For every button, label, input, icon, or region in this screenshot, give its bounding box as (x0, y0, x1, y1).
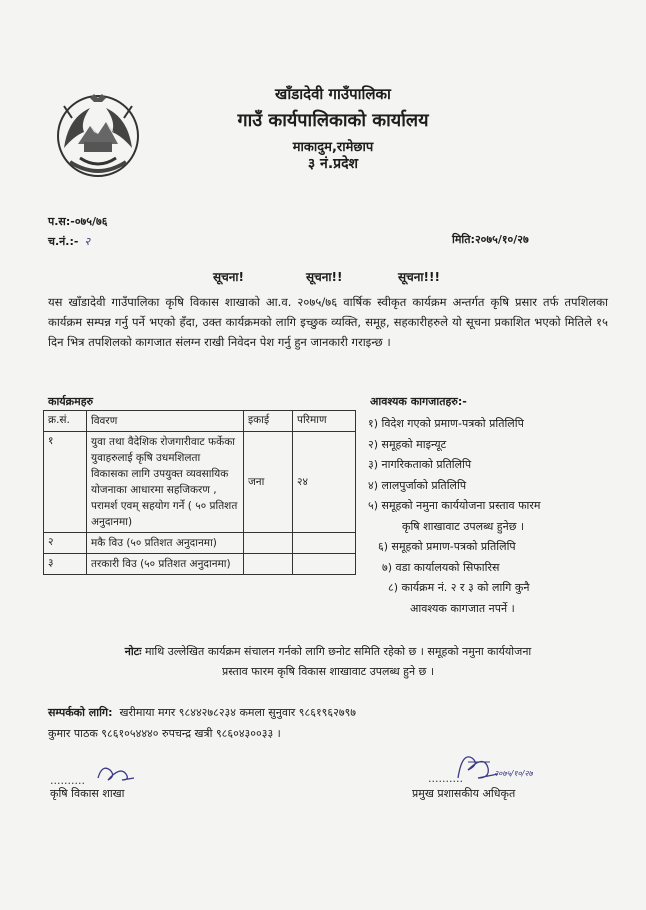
left-signature-icon (50, 756, 170, 788)
row-description: युवा तथा वैदेशिक रोजगारीवाट फर्केका युवाहरुलाई कृषि उधमशिलता विकासका लागि उपयुक्त व्यवसायिक योजनाका आधारमा सहजिकरण , परामर्श एवम् सहयोग गर्ने ( ५० प्रतिशत अनुदानमा) (87, 432, 244, 533)
chalani-number (48, 234, 90, 249)
programs-table (43, 410, 356, 575)
list-item: ७) वडा कार्यालयको सिफारिस (382, 560, 500, 574)
contact-label: सम्पर्कको लागि: (48, 706, 113, 719)
header-quantity: परिमाण (293, 411, 356, 432)
note-text-1: माथि उल्लेखित कार्यक्रम संचालन गर्नको लागि छनोट समिति रहेको छ । समूहको नमुना कार्ययोजना (144, 645, 532, 658)
row-unit: जना (244, 432, 293, 533)
notice-body: यस खाँडादेवी गाउँपालिका कृषि विकास शाखाको आ.व. २०७५/७६ वार्षिक स्वीकृत कार्यक्रम अन्तर्गत कृषि प्रसार तर्फ तपशिलका कार्यक्रम सम्पन्न गर्नु पर्ने भएको हँदा, उक्त कार्यक्रमको लागि इच्छुक व्यक्ति, समूह, सहकारीहरुले यो सूचना प्रकाशित भएको मितिले १५ दिन भित्र तपशिलको कागजात संलग्न राखी निवेदन पेश गर्नु हुन जानकारी गराइन्छ । (48, 295, 608, 349)
list-item: आवश्यक कागजात नपर्ने । (410, 601, 515, 615)
documents-list (368, 414, 608, 619)
chalani-value: २ (84, 235, 91, 248)
signature-date: २०७५/१०/२७ (494, 769, 533, 778)
row-unit (244, 533, 293, 554)
notice-heading-3: सूचना!!! (398, 270, 440, 284)
row-quantity: २४ (293, 432, 356, 533)
table-header-row (44, 411, 356, 432)
list-item: ५) समूहको नमुना कार्ययोजना प्रस्ताव फारम (368, 499, 541, 512)
table-row (44, 554, 356, 575)
documents-title: आवश्यक कागजातहरु:- (370, 395, 467, 408)
row-sn: १ (44, 432, 87, 533)
notice-heading-2: सूचना!! (306, 270, 343, 284)
list-item: ६) समूहको प्रमाण-पत्रको प्रतिलिपि (378, 540, 516, 553)
row-sn: २ (44, 533, 87, 554)
row-unit (244, 554, 293, 575)
table-row (44, 533, 356, 554)
contact-block (48, 702, 608, 744)
header-unit: इकाई (244, 411, 293, 432)
list-item: १) विदेश गएको प्रमाण-पत्रको प्रतिलिपि (368, 417, 524, 430)
svg-text:..........: .......... (428, 772, 463, 785)
header-description: विवरण (87, 411, 244, 432)
row-sn: ३ (44, 554, 87, 575)
patra-sankhya: प.स:-०७५/७६ (48, 215, 108, 228)
row-quantity (293, 554, 356, 575)
contact-line-1 (48, 702, 608, 723)
list-item: ४) लालपुर्जाको प्रतिलिपि (368, 478, 467, 492)
note-label: नोटः (124, 645, 142, 658)
programs-title: कार्यक्रमहरु (48, 395, 94, 408)
office-address: माकादुम,रामेछाप (292, 140, 374, 155)
contact-text-1: खरीमाया मगर ९८४४२७८२३४ कमला सुनुवार ९८६१९६२७९७ (119, 706, 357, 719)
header-sn: क्र.सं. (44, 411, 87, 432)
row-description: तरकारी विउ (५० प्रतिशत अनुदानमा) (87, 554, 244, 575)
table-row (44, 432, 356, 533)
municipality-name: खाँडादेवी गाउँपालिका (275, 85, 391, 103)
list-item: ८) कार्यक्रम नं. २ र ३ को लागि कुनै (388, 581, 530, 594)
chalani-label: च.नं.:- (48, 235, 79, 248)
row-description: मकै विउ (५० प्रतिशत अनुदानमा) (87, 533, 244, 554)
note-text-2: प्रस्ताव फारम कृषि विकास शाखावाट उपलब्ध हुने छ । (222, 665, 434, 678)
list-item: २) समूहको माइन्यूट (368, 437, 447, 451)
right-signature-icon (428, 748, 548, 788)
note-line-1 (48, 642, 608, 662)
office-name: गाउँ कार्यपालिकाको कार्यालय (237, 110, 429, 131)
document-date: मिति:२०७५/१०/२७ (452, 233, 529, 246)
list-item: ३) नागरिकताको प्रतिलिपि (368, 458, 472, 471)
row-quantity (293, 533, 356, 554)
contact-text-2: कुमार पाठक ९८६१०५४४४० रुपचन्द्र खत्री ९८६०४३००३३ । (48, 727, 281, 740)
list-item: कृषि शाखावाट उपलब्ध हुनेछ । (402, 519, 525, 533)
left-signatory: कृषि विकास शाखा (50, 787, 125, 800)
province-name: ३ नं.प्रदेश (307, 156, 359, 172)
svg-text:..........: .......... (50, 774, 85, 787)
right-signatory: प्रमुख प्रशासकीय अधिकृत (412, 787, 516, 800)
notice-heading-1: सूचना! (213, 270, 244, 284)
note (48, 642, 608, 682)
